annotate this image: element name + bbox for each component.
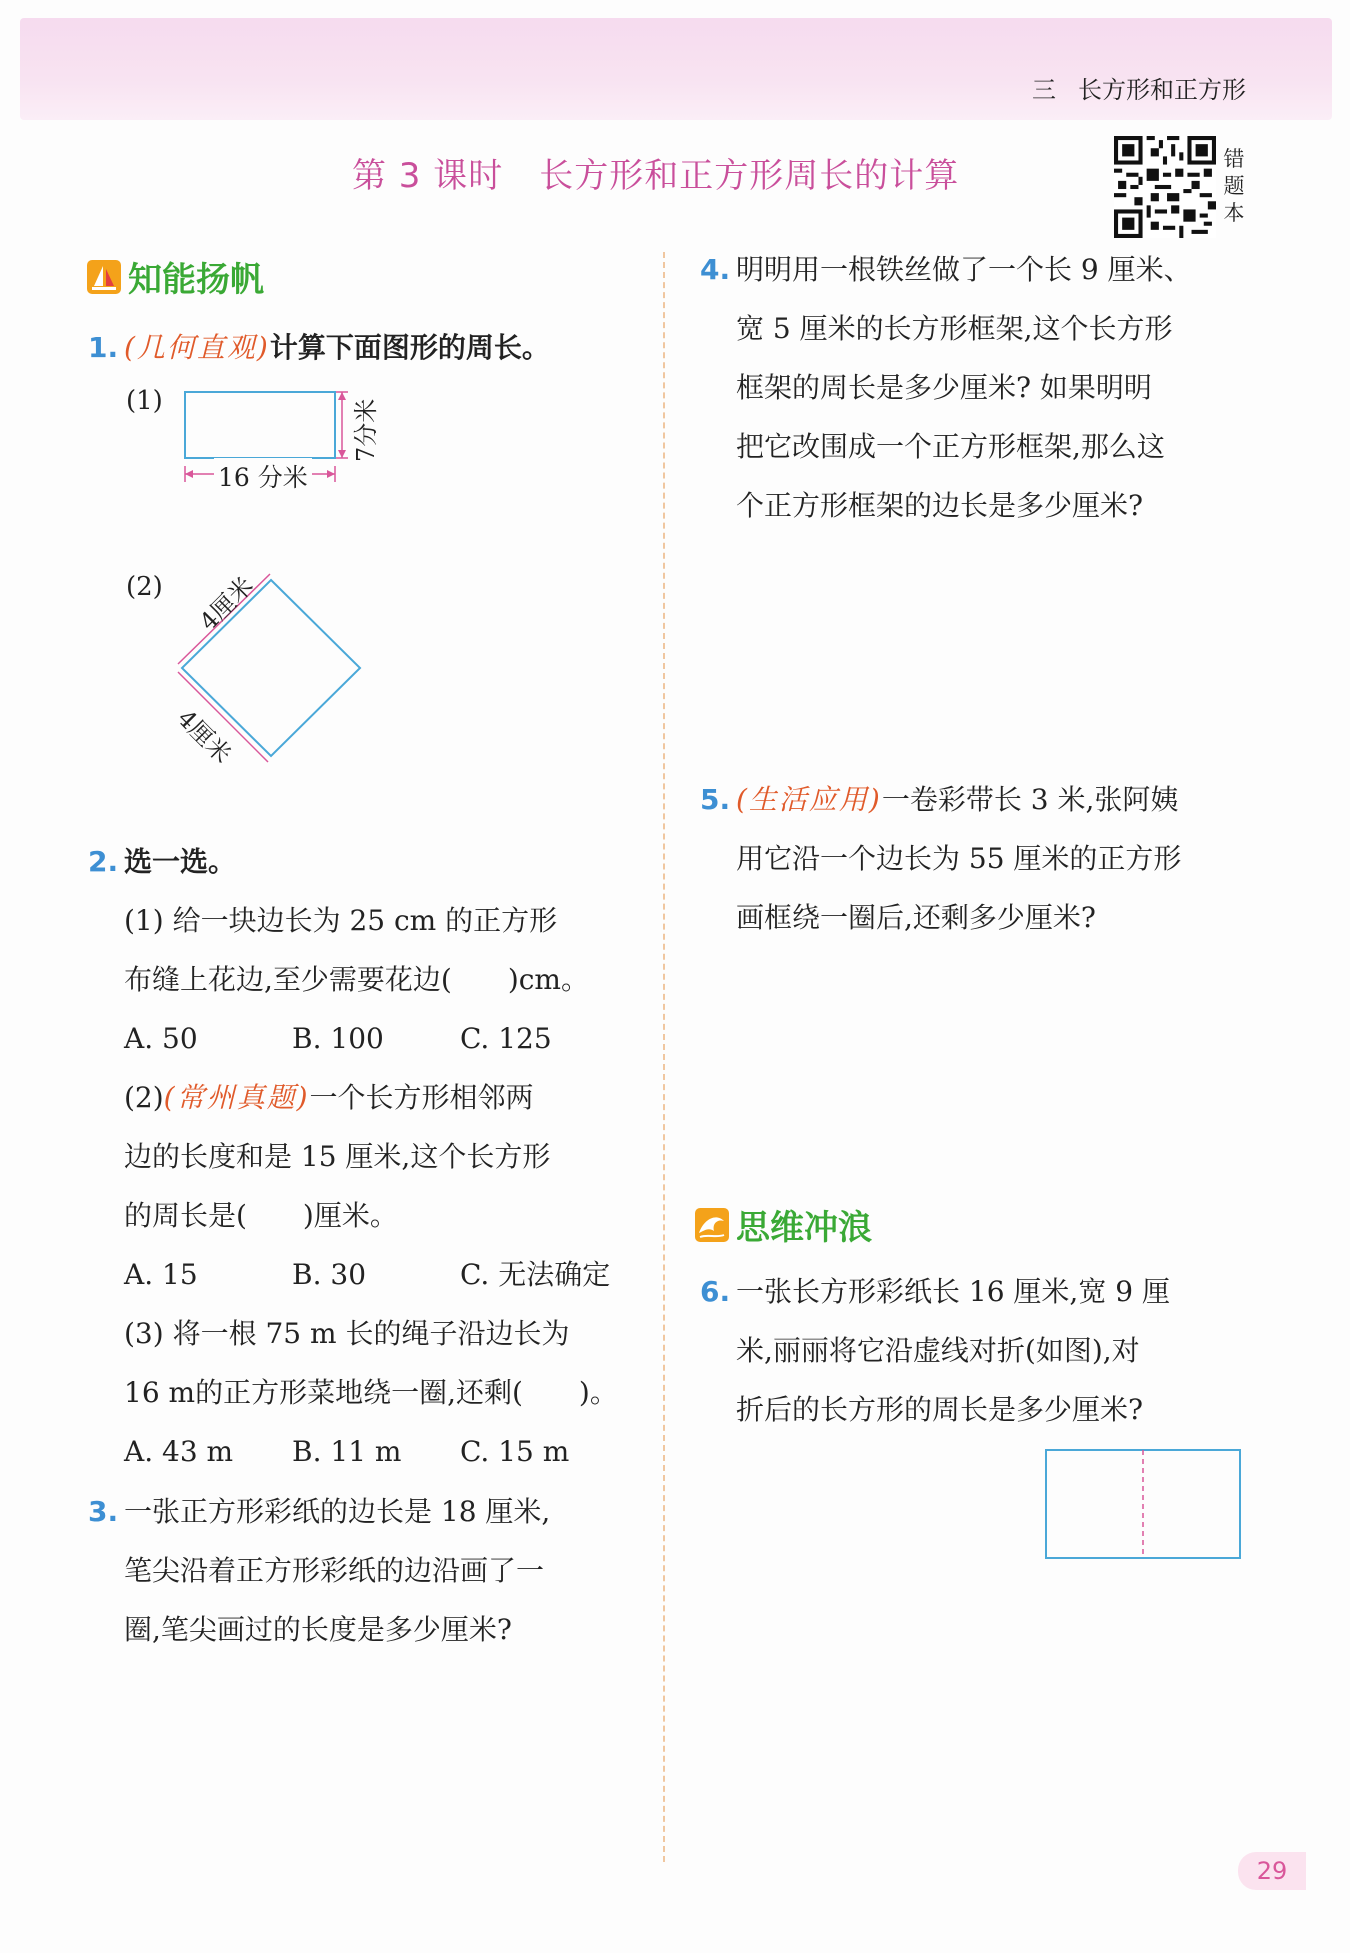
chapter-number: 三 bbox=[1032, 76, 1056, 104]
q1-fig1-label: (1) bbox=[126, 386, 163, 416]
q2-sub2-options bbox=[124, 1245, 618, 1304]
question-2: 2. 选一选。 (1) 给一块边长为 25 cm 的正方形 布缝上花边,至少需要花边( )cm。 A. 50 B. 100 C. 125 (2)(常州真题)一个长方形相邻两 边的长度和是 15 厘米,这个长方形 的周长是( )厘米。 A. 15 B. 30 C. 无法确定 (3) 将一根 75 m 长的绳子沿边长为 16 m的正方形菜地绕一圈,还剩( )。 A. 43 m B. 11 m C. 15 m bbox=[124, 832, 618, 1481]
mistake-book-label: 错 题 本 bbox=[1223, 147, 1245, 225]
chapter-label bbox=[1032, 70, 1246, 105]
q2-sub1-option-b[interactable]: B. 100 bbox=[292, 1022, 384, 1055]
q2-sub3-line2: 16 m的正方形菜地绕一圈,还剩( )。 bbox=[124, 1376, 618, 1409]
q6-folded-paper-figure bbox=[1044, 1448, 1244, 1562]
q2-sub2-tag: (常州真题) bbox=[163, 1081, 310, 1114]
column-divider bbox=[663, 252, 665, 1862]
q1-tag: (几何直观) bbox=[124, 331, 270, 364]
q2-sub2-option-b[interactable]: B. 30 bbox=[292, 1258, 367, 1291]
q2-sub2-line3: 的周长是( )厘米。 bbox=[124, 1199, 398, 1232]
question-1: 1. (几何直观)计算下面图形的周长。 bbox=[88, 331, 550, 364]
question-4: 4. 明明用一根铁丝做了一个长 9 厘米、 宽 5 厘米的长方形框架,这个长方形 框架的周长是多少厘米? 如果明明 把它改围成一个正方形框架,那么这 个正方形框架的边长是多少厘米? bbox=[700, 253, 1192, 522]
question-6: 6. 一张长方形彩纸长 16 厘米,宽 9 厘 米,丽丽将它沿虚线对折(如图),对 折后的长方形的周长是多少厘米? bbox=[700, 1275, 1170, 1426]
q2-sub2-option-a[interactable]: A. 15 bbox=[124, 1258, 198, 1291]
q2-sub1-option-c[interactable]: C. 125 bbox=[460, 1022, 552, 1055]
q2-sub3-option-b[interactable]: B. 11 m bbox=[292, 1435, 402, 1468]
question-5: 5. (生活应用)一卷彩带长 3 米,张阿姨 用它沿一个边长为 55 厘米的正方形 画框绕一圈后,还剩多少厘米? bbox=[700, 783, 1182, 934]
q1-fig2-side2-label: 4厘米 bbox=[171, 704, 237, 769]
q1-fig2-side1-label: 4厘米 bbox=[194, 571, 259, 637]
q2-text: 选一选。 bbox=[124, 845, 237, 878]
lesson-title bbox=[352, 148, 959, 197]
q1-text: 计算下面图形的周长。 bbox=[269, 331, 550, 364]
page-number: 29 bbox=[1238, 1852, 1306, 1890]
sail-icon bbox=[86, 259, 122, 295]
section-thinking-heading: 思维冲浪 bbox=[694, 1200, 872, 1249]
q1-fig2-label: (2) bbox=[126, 572, 163, 602]
qr-code-icon[interactable] bbox=[1114, 136, 1216, 238]
lesson-name: 长方形和正方形周长的计算 bbox=[539, 156, 960, 196]
q2-sub3-option-a[interactable]: A. 43 m bbox=[124, 1435, 234, 1468]
q2-sub1-options bbox=[124, 1009, 618, 1068]
q2-sub3-options bbox=[124, 1422, 618, 1481]
chapter-title: 长方形和正方形 bbox=[1078, 76, 1246, 104]
q2-sub2-line2: 边的长度和是 15 厘米,这个长方形 bbox=[124, 1140, 551, 1173]
lesson-number: 第 3 课时 bbox=[352, 156, 504, 196]
wave-icon bbox=[694, 1207, 730, 1243]
q2-sub1-line2: 布缝上花边,至少需要花边( )cm。 bbox=[124, 963, 589, 996]
q2-sub2-option-c[interactable]: C. 无法确定 bbox=[460, 1258, 611, 1291]
section-basic-heading: 知能扬帆 bbox=[86, 252, 264, 301]
q1-fig1-height-label: 7分米 bbox=[352, 398, 380, 462]
q2-sub1-line1: (1) 给一块边长为 25 cm 的正方形 bbox=[124, 904, 558, 937]
q2-sub1-option-a[interactable]: A. 50 bbox=[124, 1022, 198, 1055]
q2-sub3-line1: (3) 将一根 75 m 长的绳子沿边长为 bbox=[124, 1317, 570, 1350]
q2-sub3-option-c[interactable]: C. 15 m bbox=[460, 1435, 570, 1468]
question-3: 3. 一张正方形彩纸的边长是 18 厘米, 笔尖沿着正方形彩纸的边沿画了一 圈,笔尖画过的长度是多少厘米? bbox=[88, 1495, 551, 1646]
q5-tag: (生活应用) bbox=[736, 783, 882, 816]
q1-fig1-width-label: 16 分米 bbox=[214, 458, 312, 494]
